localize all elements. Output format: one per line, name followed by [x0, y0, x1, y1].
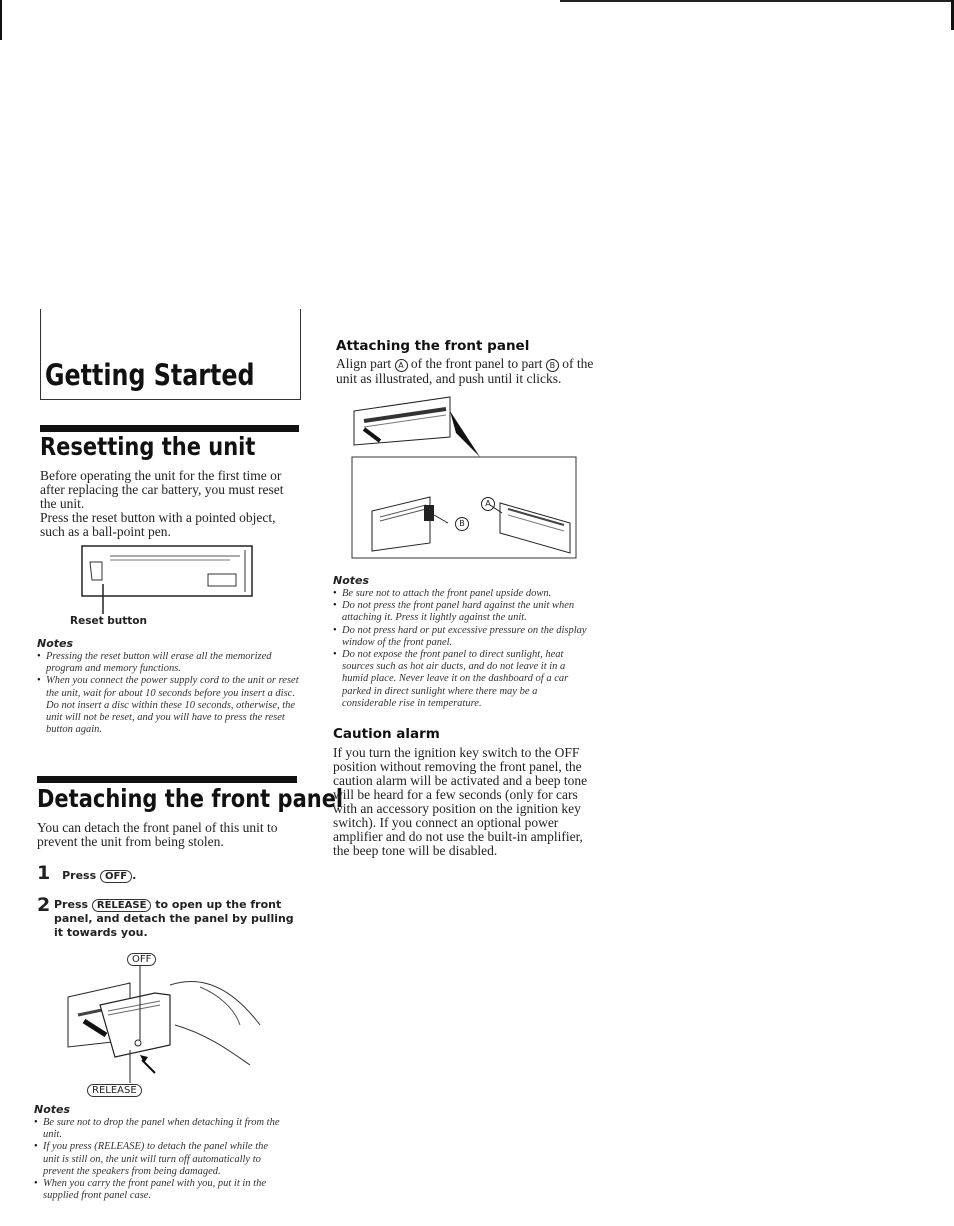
resetting-notes-heading: Notes	[37, 637, 74, 650]
step-number: 2	[37, 894, 51, 916]
note-item: • Do not press the front panel hard against the unit when attaching it. Press it lightly against the unit.	[333, 600, 588, 624]
mark-a-icon: A	[395, 359, 408, 372]
heading-rule	[37, 776, 297, 783]
resetting-notes	[37, 651, 299, 736]
attaching-heading: Attaching the front panel	[336, 338, 530, 354]
attaching-notes-heading: Notes	[333, 574, 370, 587]
scan-edge-top	[560, 0, 954, 2]
release-key-figure: RELEASE	[87, 1084, 142, 1097]
note-item: • Do not press hard or put excessive pressure on the display window of the front panel.	[333, 625, 588, 649]
resetting-para1: Before operating the unit for the first time or after replacing the car battery, you must reset the unit.	[40, 468, 284, 511]
step-2	[37, 894, 299, 940]
note-item: • When you connect the power supply cord to the unit or reset the unit, wait for about 10 seconds before you insert a disc. Do not insert a disc within these 10 seconds, otherwise, the unit will not be reset, and you will have to press the reset button again.	[37, 675, 299, 736]
step-number: 1	[37, 862, 51, 884]
note-item: • When you carry the front panel with you, put it in the supplied front panel case.	[34, 1178, 284, 1202]
detaching-heading: Detaching the front panel	[37, 784, 344, 813]
note-item: • Do not expose the front panel to direct sunlight, heat sources such as hot air ducts, and do not leave it in a humid place. Never leave it on the dashboard of a car parked in direct sunlight where there may be a considerable rise in temperature.	[333, 649, 588, 710]
step-text: Press	[62, 869, 97, 882]
detach-figure	[60, 965, 270, 1085]
reset-figure	[80, 544, 258, 616]
caution-text: If you turn the ignition key switch to the OFF position without removing the front panel, the caution alarm will be activated and a beep tone will be heard for a few seconds (only for cars with an accessory position on the ignition key switch). If you connect an optional power amplifier and do not use the built-in amplifier, the beep tone will be disabled.	[333, 745, 588, 858]
note-item: • If you press (RELEASE) to detach the panel while the unit is still on, the unit will turn off automatically to prevent the speakers from being damaged.	[34, 1141, 284, 1178]
off-key: OFF	[100, 870, 132, 883]
section-title: Getting Started	[45, 358, 255, 392]
resetting-heading: Resetting the unit	[40, 432, 256, 461]
resetting-para2: Press the reset button with a pointed object, such as a ball-point pen.	[40, 510, 276, 539]
detaching-notes-heading: Notes	[34, 1103, 71, 1116]
attaching-text: of the unit as illustrated, and push until it clicks.	[336, 356, 594, 386]
caution-heading: Caution alarm	[333, 726, 440, 742]
attaching-text: of the front panel to part	[410, 356, 543, 371]
attaching-para	[336, 357, 598, 386]
attach-figure	[350, 393, 582, 565]
note-item: • Be sure not to attach the front panel upside down.	[333, 588, 588, 600]
detaching-notes	[34, 1117, 284, 1202]
mark-b-figure-icon: B	[455, 517, 469, 531]
heading-rule	[40, 425, 299, 432]
step-text: Press	[54, 898, 89, 911]
mark-a-figure-icon: A	[481, 497, 495, 511]
attaching-notes	[333, 588, 588, 710]
release-key: RELEASE	[92, 899, 152, 912]
reset-button-label: Reset button	[70, 615, 147, 627]
note-item: • Be sure not to drop the panel when detaching it from the unit.	[34, 1117, 284, 1141]
scan-edge-left	[0, 0, 2, 40]
step-text: to open up the front panel, and detach the panel by pulling it towards you.	[54, 898, 294, 939]
step-1: 1 Press OFF .	[37, 862, 137, 884]
detaching-intro: You can detach the front panel of this unit to prevent the unit from being stolen.	[37, 820, 278, 849]
mark-b-icon: B	[546, 359, 559, 372]
off-key-figure: OFF	[127, 953, 156, 966]
attaching-text: Align part	[336, 356, 392, 371]
note-item: • Pressing the reset button will erase all the memorized program and memory functions.	[37, 651, 299, 675]
